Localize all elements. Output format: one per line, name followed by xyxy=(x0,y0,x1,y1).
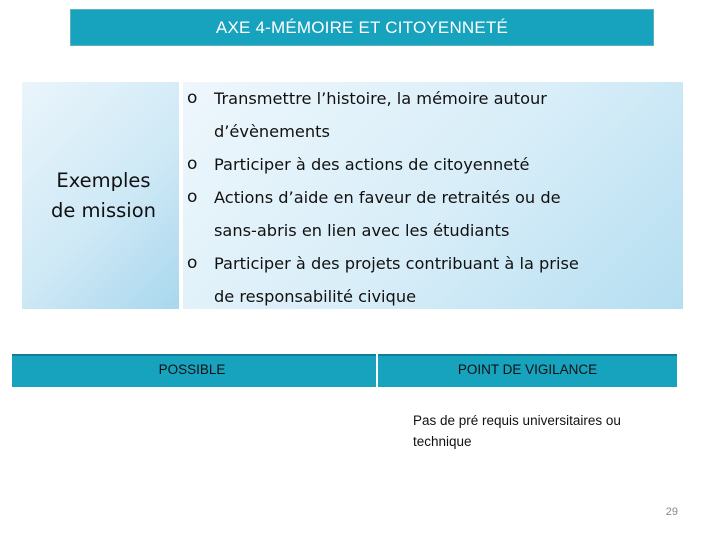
list-item xyxy=(187,82,677,148)
list-item xyxy=(187,148,677,181)
mission-label xyxy=(51,166,156,226)
table-header-possible xyxy=(12,354,376,387)
bullet-text: Transmettre l’histoire, la mémoire autour xyxy=(214,89,547,108)
slide-title: AXE 4-MÉMOIRE ET CITOYENNETÉ xyxy=(215,17,509,37)
column-header-possible: POSSIBLE xyxy=(158,362,226,377)
vigilance-cell-text: Pas de pré requis universitaires ou technique xyxy=(413,413,621,449)
mission-examples-list xyxy=(187,82,677,313)
table-header-vigilance xyxy=(378,354,677,387)
mission-label-line1: Exemples xyxy=(56,168,151,192)
bullet-circle-icon: o xyxy=(187,88,198,108)
mission-label-box xyxy=(22,82,179,309)
mission-label-line2: de mission xyxy=(50,198,156,222)
bullet-text: Actions d’aide en faveur de retraités ou de xyxy=(214,188,561,207)
bullet-circle-icon: o xyxy=(187,253,198,273)
bullet-text-continued: sans-abris en lien avec les étudiants xyxy=(214,221,510,240)
bullet-circle-icon: o xyxy=(187,187,198,207)
mission-examples-box xyxy=(183,82,683,309)
title-banner xyxy=(70,9,654,46)
list-item xyxy=(187,247,677,313)
bullet-circle-icon: o xyxy=(187,154,198,174)
bullet-text-continued: de responsabilité civique xyxy=(214,287,417,306)
bullet-text: Participer à des projets contribuant à la prise xyxy=(214,254,579,273)
list-item xyxy=(187,181,677,247)
page-number: 29 xyxy=(665,506,678,518)
bullet-text-continued: d’évènements xyxy=(214,122,330,141)
bullet-text: Participer à des actions de citoyenneté xyxy=(214,155,530,174)
column-header-vigilance: POINT DE VIGILANCE xyxy=(457,362,598,377)
